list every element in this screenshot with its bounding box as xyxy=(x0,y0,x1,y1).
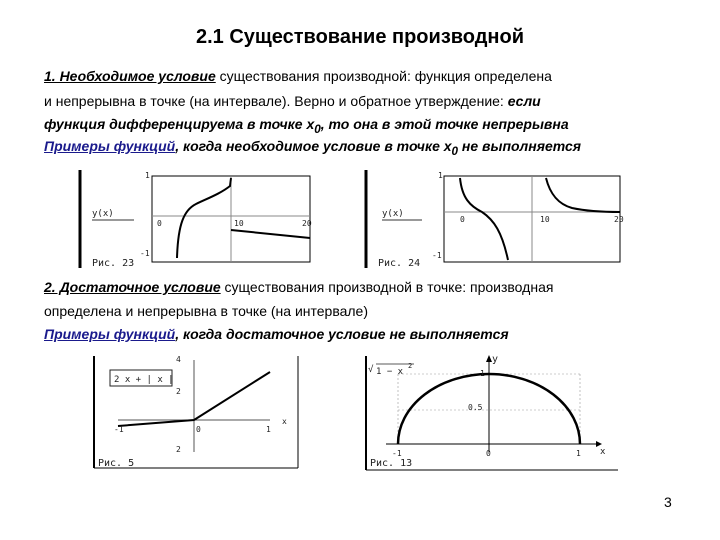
section1-examples-a: , когда необходимое условие в точке x xyxy=(175,138,452,154)
section1-line3-a: функция дифференцируема в точке x xyxy=(44,116,315,132)
fig4-caption: Рис. 13 xyxy=(370,458,413,469)
fig2-tick-y-top: 1 xyxy=(438,171,443,180)
figure-4 xyxy=(362,352,622,474)
section1-line2-text: и непрерывна в точке (на интервале). Верно и обратное утверждение: xyxy=(44,93,508,109)
section1-line1 xyxy=(44,68,552,84)
fig3-tick-x-left: -1 xyxy=(114,425,124,434)
fig3-tick-y-top: 4 xyxy=(176,355,181,364)
section2-heading: 2. Достаточное условие xyxy=(44,279,221,295)
fig1-tick-x-mid: 10 xyxy=(234,219,244,228)
section1-examples-b: не выполняется xyxy=(458,138,582,154)
fig1-label: y(x) xyxy=(92,209,114,219)
fig2-tick-origin: 0 xyxy=(460,215,465,224)
fig3-axis-x: x xyxy=(282,417,287,426)
fig4-tick-x-right: 1 xyxy=(576,449,581,458)
section1-heading: 1. Необходимое условие xyxy=(44,68,216,84)
section1-examples-sub: 0 xyxy=(451,144,459,158)
fig4-axis-x: x xyxy=(600,447,606,457)
fig4-label-prefix: √ xyxy=(368,365,374,375)
fig2-caption: Рис. 24 xyxy=(378,258,421,269)
figure-3 xyxy=(88,352,302,472)
fig4-axis-y: y xyxy=(492,354,499,365)
section1-line3-sub: 0 xyxy=(314,122,321,136)
fig1-curve-left xyxy=(177,178,231,258)
section1-line2-italic: если xyxy=(507,93,541,109)
fig2-tick-y-bottom: -1 xyxy=(432,251,442,260)
fig1-caption: Рис. 23 xyxy=(92,258,135,269)
section2-line1 xyxy=(44,279,553,295)
fig4-label-body: 1 − x xyxy=(376,367,404,377)
section1-examples xyxy=(44,138,581,158)
section1-line2 xyxy=(44,93,541,109)
slide-title: 2.1 Существование производной xyxy=(195,26,525,48)
fig4-label-exp: 2 xyxy=(408,362,413,370)
fig3-tick-y-bottom: 2 xyxy=(176,445,181,454)
section1-line3 xyxy=(44,116,569,136)
fig3-caption: Рис. 5 xyxy=(98,458,135,469)
fig3-label: 2 x + | x | xyxy=(114,375,174,385)
fig3-tick-origin: 0 xyxy=(196,425,201,434)
fig4-tick-origin: 0 xyxy=(486,449,491,458)
fig1-curve-right xyxy=(231,230,310,238)
fig2-tick-x-end: 20 xyxy=(614,215,624,224)
fig4-tick-x-left: -1 xyxy=(392,449,402,458)
page-number: 3 xyxy=(664,494,672,510)
fig2-curve-left xyxy=(460,178,508,260)
fig4-tick-y-top: 1 xyxy=(480,369,485,378)
fig1-tick-origin: 0 xyxy=(157,219,162,228)
fig4-tick-y-mid: 0.5 xyxy=(468,403,483,412)
section2-line1-text: существования производной в точке: производная xyxy=(220,279,554,295)
section2-examples-rest: , когда достаточное условие не выполняется xyxy=(175,326,509,342)
fig2-curve-right xyxy=(546,178,620,212)
section2-examples-link[interactable]: Примеры функций xyxy=(44,326,176,342)
section2-line2: определена и непрерывна в точке (на интервале) xyxy=(44,303,369,319)
fig1-tick-x-end: 20 xyxy=(302,219,312,228)
fig1-tick-y-top: 1 xyxy=(145,171,150,180)
fig3-tick-y-mid: 2 xyxy=(176,387,181,396)
figure-2 xyxy=(360,164,650,272)
fig2-tick-x-mid: 10 xyxy=(540,215,550,224)
section1-line1-text: существования производной: функция определена xyxy=(215,68,552,84)
section1-examples-link[interactable]: Примеры функций xyxy=(44,138,176,154)
fig1-tick-y-bottom: -1 xyxy=(140,249,150,258)
figure-1 xyxy=(74,164,320,272)
fig3-tick-x-right: 1 xyxy=(266,425,271,434)
fig2-label: y(x) xyxy=(382,209,404,219)
section2-examples xyxy=(44,326,509,342)
section1-line3-b: , то она в этой точке непрерывна xyxy=(320,116,569,132)
